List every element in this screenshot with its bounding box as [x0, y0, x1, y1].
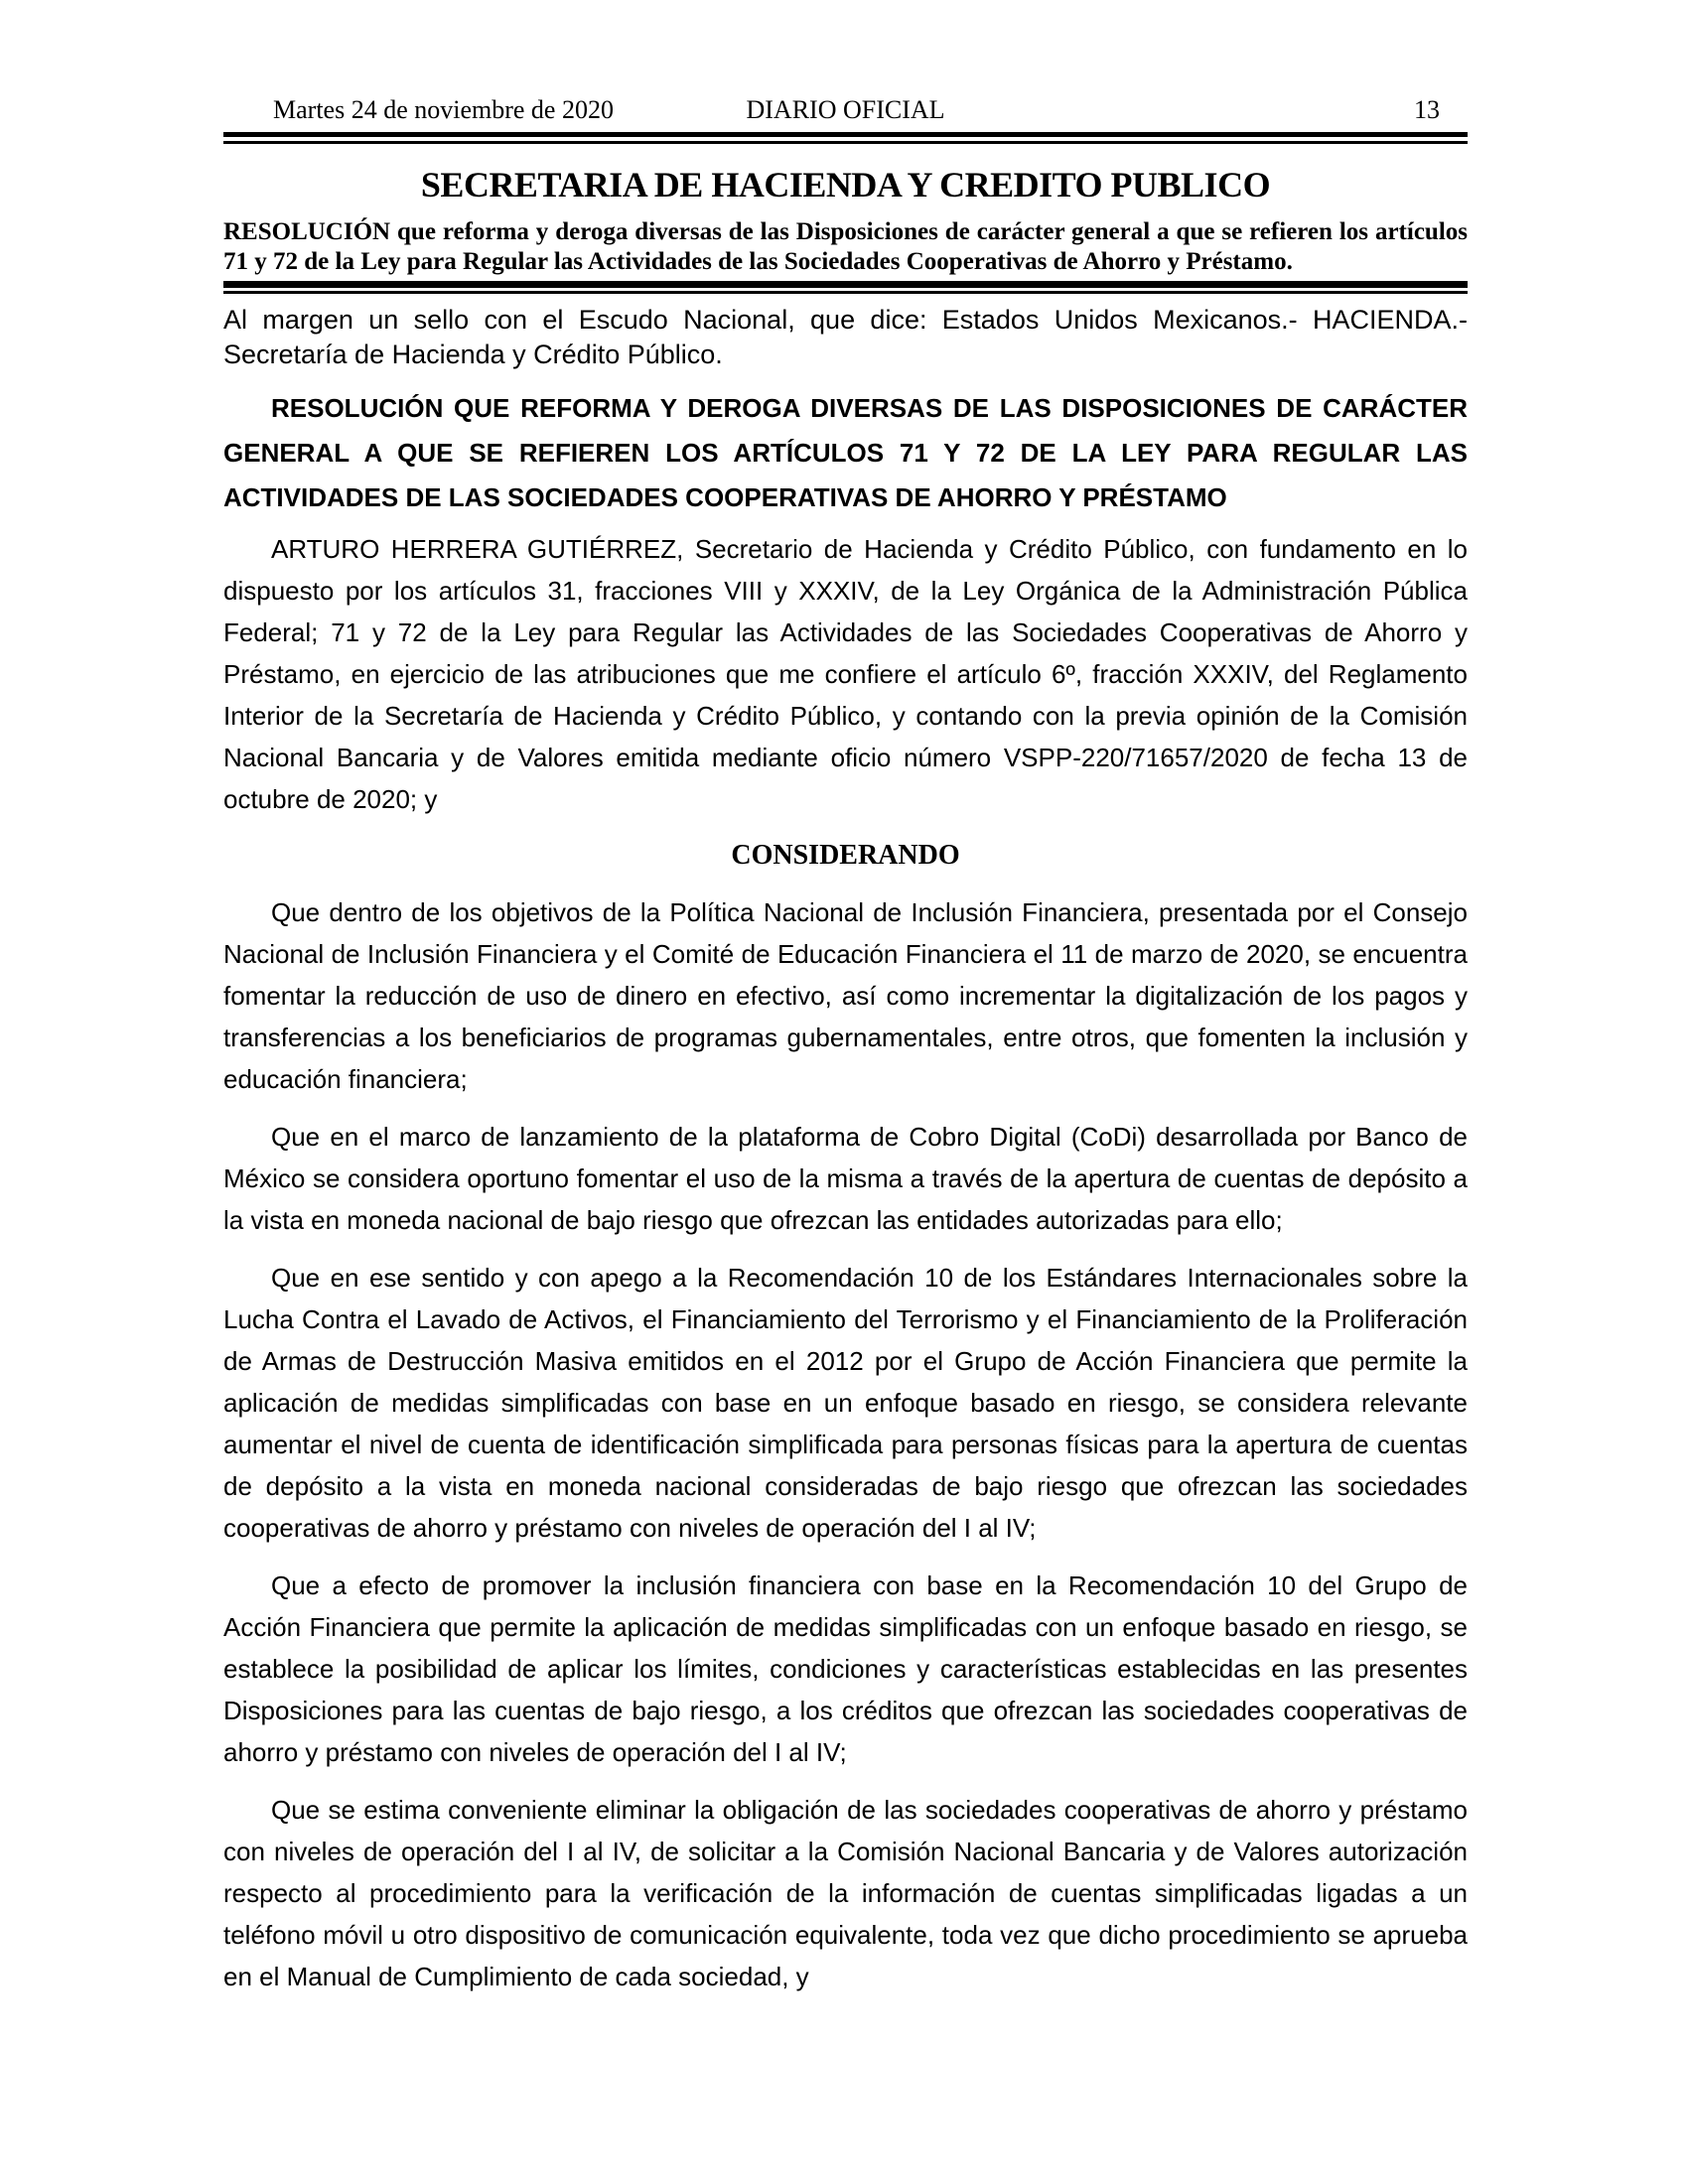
considerando-paragraph-5: Que se estima conveniente eliminar la obligación de las sociedades cooperativas de ahorro y préstamo con niveles de operación del I al IV, de solicitar a la Comisión Nacional Bancaria y de Valores autorización respecto al procedimiento para la verificación de la información de cuentas simplificadas ligadas a un teléfono móvil u otro dispositivo de comunicación equivalente, toda vez que dicho procedimiento se aprueba en el Manual de Cumplimiento de cada sociedad, y: [223, 1795, 1468, 1991]
considerando-paragraph-3: Que en ese sentido y con apego a la Recomendación 10 de los Estándares Internacionales sobre la Lucha Contra el Lavado de Activos, el Financiamiento del Terrorismo y el Financiamiento de la Proliferación de Armas de Destrucción Masiva emitidos en el 2012 por el Grupo de Acción Financiera que permite la aplicación de medidas simplificadas con base en un enfoque basado en riesgo, se considera relevante aumentar el nivel de cuenta de identificación simplificada para personas físicas para la apertura de cuentas de depósito a la vista en moneda nacional consideradas de bajo riesgo que ofrezcan las sociedades cooperativas de ahorro y préstamo con niveles de operación del I al IV;: [223, 1263, 1468, 1543]
section-title: SECRETARIA DE HACIENDA Y CREDITO PUBLICO: [420, 165, 1271, 205]
margin-note-paragraph: Al margen un sello con el Escudo Nacional, que dice: Estados Unidos Mexicanos.- HACIENDA.- Secretaría de Hacienda y Crédito Público.: [223, 305, 1468, 369]
considerando-paragraph-4: Que a efecto de promover la inclusión financiera con base en la Recomendación 10 del Grupo de Acción Financiera que permite la aplicación de medidas simplificadas con un enfoque basado en riesgo, se establece la posibilidad de aplicar los límites, condiciones y características establecidas en las presentes Disposiciones para las cuentas de bajo riesgo, a los créditos que ofrezcan las sociedades cooperativas de ahorro y préstamo con niveles de operación del I al IV;: [223, 1570, 1468, 1767]
header-rule: [223, 132, 1468, 144]
considerando-paragraph-1: Que dentro de los objetivos de la Política Nacional de Inclusión Financiera, presentada por el Consejo Nacional de Inclusión Financiera y el Comité de Educación Financiera el 11 de marzo de 2020, se encuentra fomentar la reducción de uso de dinero en efectivo, así como incrementar la digitalización de los pagos y transferencias a los beneficiarios de programas gubernamentales, entre otros, que fomenten la inclusión y educación financiera;: [223, 897, 1468, 1094]
resolution-summary: RESOLUCIÓN que reforma y deroga diversas de las Disposiciones de carácter general a que se refieren los artículos 71 y 72 de la Ley para Regular las Actividades de las Sociedades Cooperativas de Ahorro y Préstamo.: [223, 218, 1468, 275]
summary-rule: [223, 281, 1468, 294]
preamble-paragraph: ARTURO HERRERA GUTIÉRREZ, Secretario de Hacienda y Crédito Público, con fundamento en lo dispuesto por los artículos 31, fracciones VIII y XXXIV, de la Ley Orgánica de la Administración Pública Federal; 71 y 72 de la Ley para Regular las Actividades de las Sociedades Cooperativas de Ahorro y Préstamo, en ejercicio de las atribuciones que me confiere el artículo 6º, fracción XXXIV, del Reglamento Interior de la Secretaría de Hacienda y Crédito Público, y contando con la previa opinión de la Comisión Nacional Bancaria y de Valores emitida mediante oficio número VSPP-220/71657/2020 de fecha 13 de octubre de 2020; y: [223, 534, 1468, 814]
header-publication-title: DIARIO OFICIAL: [746, 95, 945, 124]
resolution-title-paragraph: RESOLUCIÓN QUE REFORMA Y DEROGA DIVERSAS DE LAS DISPOSICIONES DE CARÁCTER GENERAL A QUE SE REFIEREN LOS ARTÍCULOS 71 Y 72 DE LA LEY PARA REGULAR LAS ACTIVIDADES DE LAS SOCIEDADES COOPERATIVAS DE AHORRO Y PRÉSTAMO: [223, 393, 1468, 512]
considerando-paragraph-2: Que en el marco de lanzamiento de la plataforma de Cobro Digital (CoDi) desarrollada por Banco de México se considera oportuno fomentar el uso de la misma a través de la apertura de cuentas de depósito a la vista en moneda nacional de bajo riesgo que ofrezcan las entidades autorizadas para ello;: [223, 1122, 1468, 1235]
header-page-number: 13: [1414, 95, 1440, 124]
considerando-heading: CONSIDERANDO: [731, 840, 960, 871]
page-header: [223, 0, 1468, 125]
header-date: Martes 24 de noviembre de 2020: [273, 95, 614, 124]
